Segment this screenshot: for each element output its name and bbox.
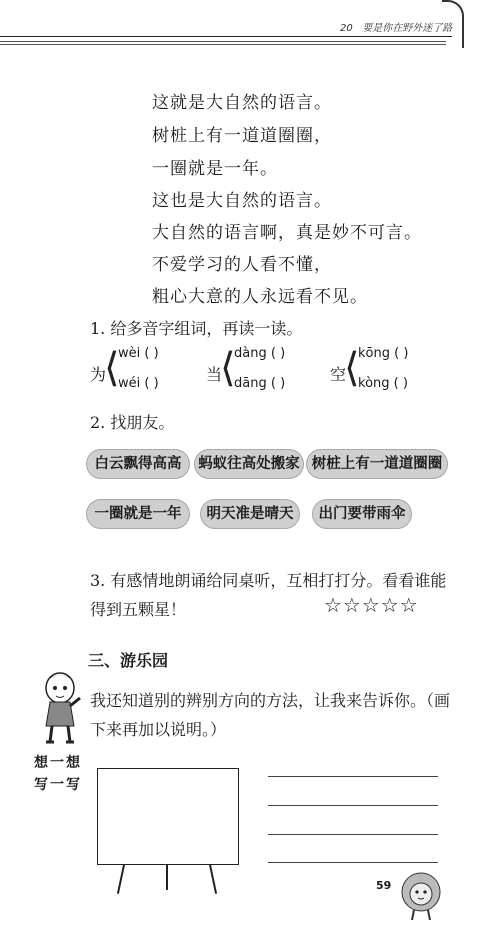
- question-2-title: 2. 找朋友。: [90, 413, 175, 432]
- poem-line-4: 这也是大自然的语言。: [152, 191, 332, 211]
- polyphone-char-2: 当: [206, 365, 223, 384]
- section-prompt-line-2: 下来再加以说明。）: [90, 720, 227, 739]
- pinyin-1-top: wèi ( ): [118, 346, 159, 361]
- page-number: 59: [376, 879, 392, 892]
- header-page-number: 20: [340, 23, 353, 34]
- question-1-title: 1. 给多音字组词，再读一读。: [90, 319, 303, 338]
- header-rule-double: [0, 41, 446, 45]
- easel-leg: [209, 864, 217, 894]
- polyphone-char-1: 为: [90, 365, 107, 384]
- pinyin-2-top: dàng ( ): [234, 346, 286, 361]
- brace-icon: ⟨: [344, 345, 360, 391]
- pinyin-3-top: kōng ( ): [358, 346, 409, 361]
- section-title: 三、游乐园: [88, 651, 169, 670]
- question-3-line-2: 得到五颗星！: [90, 600, 187, 619]
- pinyin-2-bottom: dāng ( ): [234, 376, 286, 391]
- drawing-board[interactable]: [97, 768, 239, 865]
- poem-line-2: 树桩上有一道道圈圈，: [152, 126, 332, 146]
- writing-line[interactable]: [268, 776, 438, 777]
- side-label-write: 写一写: [34, 777, 82, 793]
- writing-line[interactable]: [268, 862, 438, 863]
- easel-leg: [166, 864, 168, 890]
- poem-line-6: 不爱学习的人看不懂，: [152, 255, 332, 275]
- word-card[interactable]: 出门要带雨伞: [312, 499, 412, 529]
- word-card[interactable]: 一圈就是一年: [86, 499, 190, 529]
- word-card[interactable]: 明天准是晴天: [200, 499, 300, 529]
- section-prompt-line-1: 我还知道别的辨别方向的方法，让我来告诉你。（画: [90, 691, 451, 710]
- rating-stars[interactable]: ☆☆☆☆☆: [324, 593, 419, 617]
- word-card[interactable]: 树桩上有一道道圈圈: [306, 449, 448, 479]
- brace-icon: ⟨: [220, 345, 236, 391]
- pinyin-1-bottom: wéi ( ): [118, 376, 159, 391]
- side-label-think: 想一想: [34, 755, 82, 771]
- question-3-line-1: 3. 有感情地朗诵给同桌听，互相打打分。看看谁能: [90, 571, 447, 590]
- boy-illustration-icon: [36, 668, 86, 748]
- pinyin-3-bottom: kòng ( ): [358, 376, 408, 391]
- running-header: [340, 19, 452, 34]
- poem-line-1: 这就是大自然的语言。: [152, 93, 332, 113]
- writing-line[interactable]: [268, 834, 438, 835]
- brace-icon: ⟨: [104, 345, 120, 391]
- polyphone-char-3: 空: [330, 365, 347, 384]
- poem-line-5: 大自然的语言啊，真是妙不可言。: [152, 223, 422, 243]
- word-card[interactable]: 白云飘得高高: [86, 449, 190, 479]
- poem-line-3: 一圈就是一年。: [152, 159, 278, 179]
- easel-leg: [117, 864, 125, 894]
- lion-mascot-icon: [398, 866, 444, 922]
- poem-line-7: 粗心大意的人永远看不见。: [152, 287, 368, 307]
- writing-line[interactable]: [268, 805, 438, 806]
- header-title: 要是你在野外迷了路: [362, 23, 453, 34]
- word-card[interactable]: 蚂蚁往高处搬家: [194, 449, 304, 479]
